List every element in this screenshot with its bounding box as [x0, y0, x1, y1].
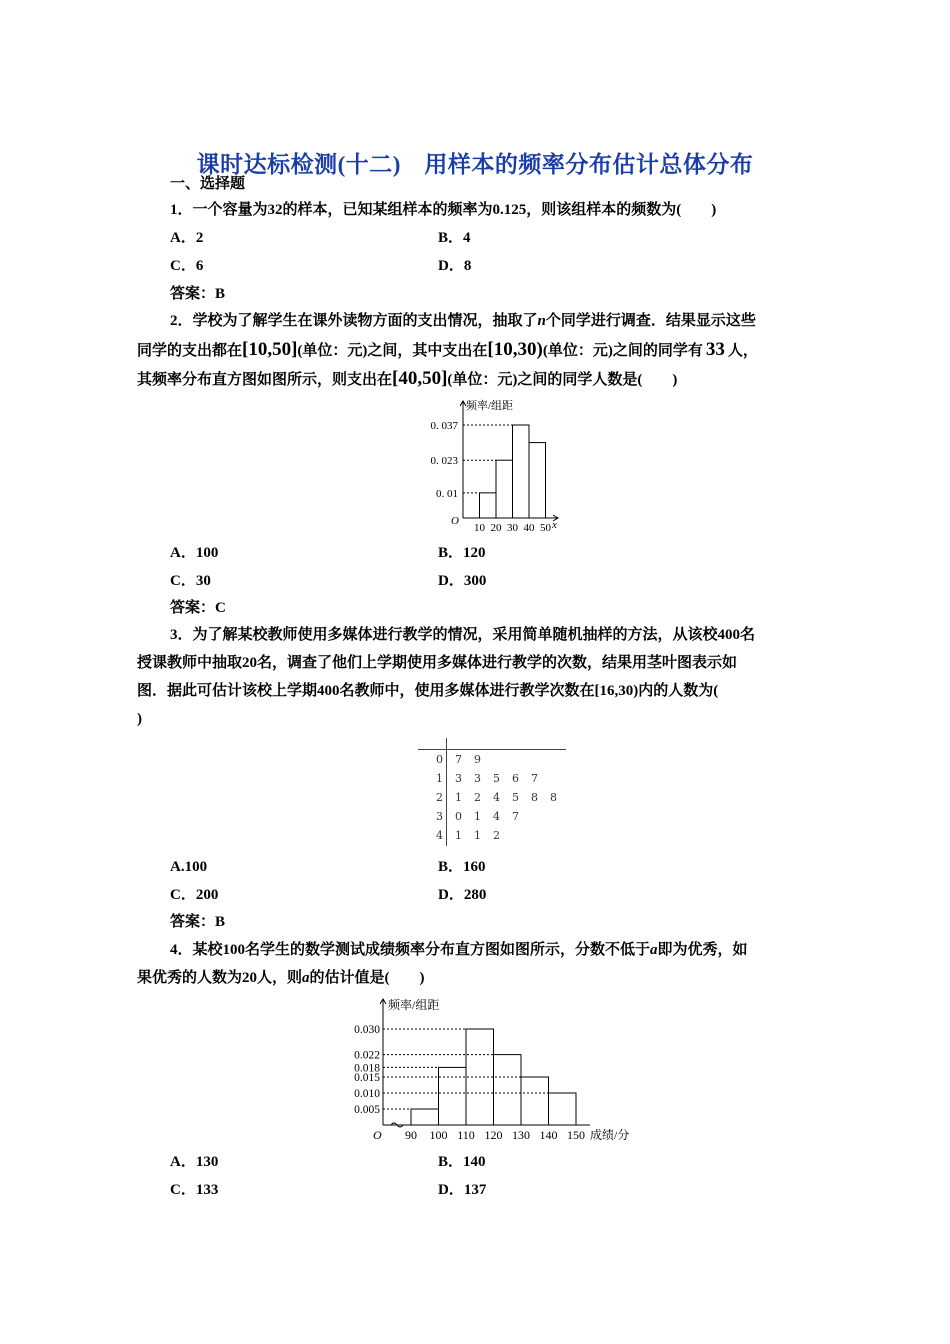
x-tick-label: 120	[484, 1128, 503, 1142]
leaf-value: 8	[531, 791, 538, 804]
q1-option-c: C．6	[170, 258, 204, 274]
stem-value: 3	[436, 810, 443, 823]
q4-line1-b: 即为优秀，如	[657, 942, 748, 958]
section-heading: 一、选择题	[170, 176, 246, 192]
y-tick-label: 0.010	[354, 1088, 380, 1100]
y-tick-label: 0. 023	[430, 455, 458, 468]
q2-interval-2: [10,30)	[487, 339, 543, 360]
x-tick-label: 10	[474, 522, 485, 534]
leaf-value: 2	[493, 829, 500, 842]
q2-line-1	[170, 311, 756, 331]
q3-line-2: 授课教师中抽取20名，调查了他们上学期使用多媒体进行教学的次数，结果用茎叶图表示如	[137, 655, 738, 671]
q2-line3-a: 其频率分布直方图如图所示，则支出在	[137, 372, 393, 388]
stem-leaf-vline	[446, 738, 447, 846]
q2-line2-b: (单位：元)之间，其中支出在	[297, 343, 488, 359]
histogram-bar	[494, 1055, 522, 1125]
q2-line3-b: (单位：元)之间的同学人数是( )	[447, 372, 678, 388]
y-axis-label: 频率/组距	[388, 998, 440, 1012]
q3-answer-value: B	[215, 914, 226, 930]
q2-line1-a: 2．学校为了解学生在课外读物方面的支出情况，抽取了	[170, 313, 538, 329]
q3-option-c: C．200	[170, 887, 219, 903]
q1-option-a: A．2	[170, 230, 204, 246]
leaf-value: 3	[474, 772, 481, 785]
q3-line-3: 图．据此可估计该校上学期400名教师中，使用多媒体进行教学次数在[16,30)内的人数为(	[137, 683, 719, 699]
histogram-bar	[411, 1109, 439, 1125]
x-tick-label: 100	[429, 1128, 448, 1142]
histogram-spending	[410, 393, 570, 537]
q2-line1-b: 个同学进行调查．结果显示这些	[545, 313, 756, 329]
q2-line2-c: (单位：元)之间的同学有	[542, 343, 703, 359]
leaf-value: 1	[455, 791, 462, 804]
q2-line-2	[137, 340, 758, 361]
leaf-value: 4	[493, 791, 500, 804]
q2-count: 33	[705, 339, 725, 360]
x-axis-label: x	[552, 519, 557, 531]
answer-label: 答案：	[170, 286, 216, 302]
q4-line1-a: 4．某校100名学生的数学测试成绩频率分布直方图如图所示，分数不低于	[170, 942, 651, 958]
leaf-value: 2	[474, 791, 481, 804]
histogram-bar	[513, 425, 530, 518]
y-axis-label: 频率/组距	[466, 400, 514, 412]
q3-line-4: )	[137, 711, 142, 727]
q2-option-b: B．120	[438, 545, 486, 561]
leaf-value: 7	[531, 772, 538, 785]
q4-var-a: a	[650, 942, 658, 958]
q4-var-a2: a	[302, 970, 310, 986]
leaf-value: 1	[455, 829, 462, 842]
q2-interval-1: [10,50]	[242, 339, 298, 360]
q4-option-d: D．137	[438, 1182, 487, 1198]
x-tick-label: 110	[457, 1128, 475, 1142]
q4-line2-a: 果优秀的人数为20人，则	[137, 970, 303, 986]
q2-var-n: n	[537, 313, 546, 329]
stem-leaf-plot	[418, 738, 568, 848]
stem-leaf-hline	[418, 749, 566, 750]
x-tick-label: 40	[523, 522, 535, 534]
x-tick-label: 50	[540, 522, 551, 534]
x-tick-label: 90	[405, 1128, 417, 1142]
histogram-bar	[439, 1067, 467, 1125]
x-tick-label: 130	[512, 1128, 530, 1142]
leaf-value: 5	[512, 791, 519, 804]
q2-answer	[170, 598, 226, 618]
answer-label: 答案：	[170, 914, 216, 930]
x-tick-label: 30	[507, 522, 518, 534]
leaf-value: 9	[474, 753, 481, 766]
histogram-bar	[549, 1093, 577, 1125]
x-axis-label: 成绩/分	[590, 1128, 630, 1142]
stem-value: 0	[436, 753, 443, 766]
leaf-value: 8	[550, 791, 557, 804]
q2-line-3	[137, 369, 677, 390]
q2-option-a: A．100	[170, 545, 219, 561]
stem-value: 2	[436, 791, 443, 804]
y-tick-label: 0. 01	[436, 487, 458, 500]
q3-option-d: D．280	[438, 887, 487, 903]
leaf-value: 3	[455, 772, 462, 785]
q4-line-1	[170, 940, 748, 960]
q2-line2-a: 同学的支出都在	[137, 343, 243, 359]
q1-text: 1．一个容量为32的样本，已知某组样本的频率为0.125，则该组样本的频数为( )	[170, 202, 717, 218]
stem-value: 4	[436, 829, 443, 842]
histogram-bar	[496, 460, 513, 518]
q1-answer-value: B	[215, 286, 226, 302]
page-title: 课时达标检测(十二) 用样本的频率分布估计总体分布	[196, 152, 754, 177]
q4-option-c: C．133	[170, 1182, 219, 1198]
q3-line-1: 3．为了解某校教师使用多媒体进行教学的情况，采用简单随机抽样的方法，从该校400名	[170, 627, 756, 643]
q4-line-2	[137, 968, 425, 988]
q4-line2-b: 的估计值是( )	[309, 970, 425, 986]
leaf-value: 0	[455, 810, 462, 823]
q4-option-b: B．140	[438, 1154, 486, 1170]
q2-option-d: D．300	[438, 573, 487, 589]
leaf-value: 7	[455, 753, 462, 766]
q2-interval-3: [40,50]	[392, 368, 448, 389]
q2-line2-d: 人，	[727, 343, 758, 359]
q2-answer-value: C	[215, 600, 226, 616]
y-tick-label: 0.005	[354, 1104, 380, 1116]
y-tick-label: 0.015	[354, 1072, 380, 1084]
stem-value: 1	[436, 772, 443, 785]
leaf-value: 6	[512, 772, 519, 785]
histogram-bar	[480, 493, 497, 518]
answer-label: 答案：	[170, 600, 216, 616]
y-tick-label: 0.022	[354, 1049, 380, 1062]
q2-option-c: C．30	[170, 573, 211, 589]
x-tick-label: 140	[539, 1128, 558, 1142]
leaf-value: 1	[474, 829, 481, 842]
x-tick-label: 150	[567, 1128, 585, 1142]
leaf-value: 7	[512, 810, 519, 823]
histogram-bar	[521, 1077, 549, 1125]
q4-option-a: A．130	[170, 1154, 219, 1170]
q3-option-b: B．160	[438, 859, 486, 875]
q3-option-a: A.100	[170, 859, 208, 875]
leaf-value: 4	[493, 810, 500, 823]
origin-label: O	[451, 515, 459, 527]
y-tick-label: 0.030	[354, 1024, 380, 1036]
histogram-scores	[345, 993, 645, 1148]
leaf-value: 1	[474, 810, 481, 823]
q1-option-d: D．8	[438, 258, 472, 274]
y-tick-label: 0. 037	[430, 420, 458, 432]
y-tick-label: 0.018	[354, 1062, 380, 1075]
origin-label: O	[373, 1128, 382, 1142]
leaf-value: 5	[493, 772, 500, 785]
x-tick-label: 20	[490, 522, 502, 534]
histogram-bar	[529, 443, 546, 518]
q3-answer	[170, 912, 225, 932]
q1-answer	[170, 284, 225, 304]
q1-option-b: B．4	[438, 230, 471, 246]
